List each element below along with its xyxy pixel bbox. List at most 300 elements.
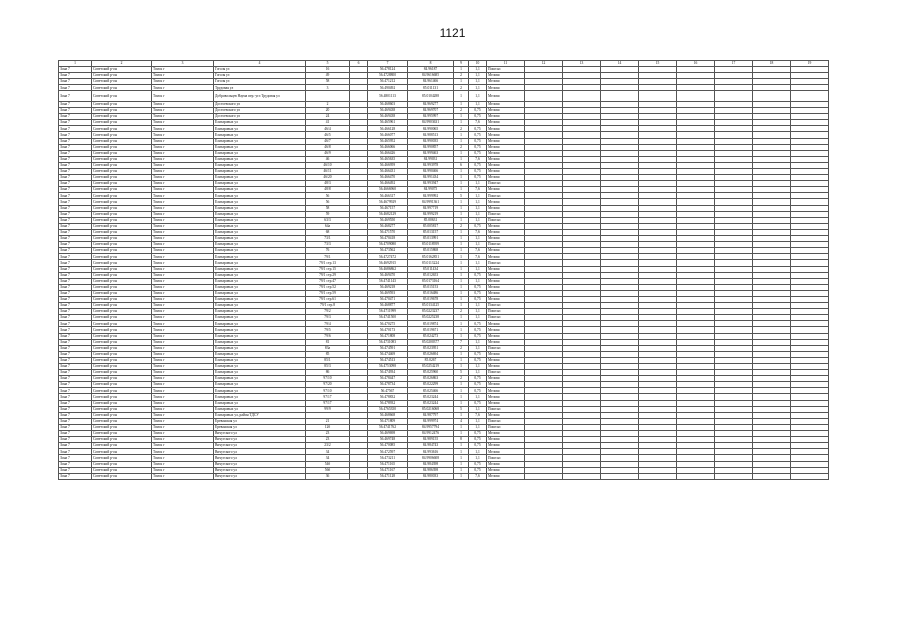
table-cell: Томск г [152, 126, 214, 132]
table-cell: Зона 7 [59, 91, 92, 102]
table-cell: 56 [306, 199, 350, 205]
table-cell: Елизаровых ул [214, 162, 306, 168]
table-cell: Зона 7 [59, 351, 92, 357]
table-cell: Зона 7 [59, 132, 92, 138]
table-cell [715, 91, 753, 102]
table-cell: Елизаровых ул [214, 126, 306, 132]
table-cell: Советский р-он [92, 412, 152, 418]
table-cell: Мелмш [487, 248, 525, 254]
table-cell: Томск г [152, 162, 214, 168]
table-cell: 56.469438 [368, 114, 408, 120]
table-cell: 84.987797 [408, 412, 454, 418]
table-cell: 56.468603 [368, 101, 408, 107]
table-cell: 1 [454, 327, 469, 333]
table-cell: 56.471808 [368, 333, 408, 339]
table-cell: 36 [306, 473, 350, 479]
table-cell: Зона 7 [59, 333, 92, 339]
table-cell: 85.026694 [408, 351, 454, 357]
table-cell: 1,1 [469, 418, 487, 424]
table-cell: 85/1 [306, 357, 350, 363]
table-cell: Советский р-он [92, 303, 152, 309]
table-cell: Зона 7 [59, 223, 92, 229]
table-cell: Томск г [152, 199, 214, 205]
table-cell: Советский р-он [92, 309, 152, 315]
table-cell: 99/9 [306, 406, 350, 412]
table-cell: 79/1 стр.61 [306, 296, 350, 302]
table-cell: Зона 7 [59, 181, 92, 187]
table-cell: 85.019671 [408, 327, 454, 333]
table-cell: 1 [454, 217, 469, 223]
table-cell [563, 473, 601, 479]
table-cell: 1,1 [469, 85, 487, 91]
table-cell: 46/11 [306, 169, 350, 175]
table-cell: 1,1 [469, 193, 487, 199]
table-cell: 56.478124 [368, 67, 408, 73]
table-cell: Зона 7 [59, 357, 92, 363]
table-cell: 56.469593 [368, 290, 408, 296]
table-cell: 84.9912476 [408, 431, 454, 437]
table-cell: Томск г [152, 351, 214, 357]
table-cell: 46/20 [306, 175, 350, 181]
table-cell: 73/3 [306, 242, 350, 248]
table-cell: Елизаровых ул [214, 351, 306, 357]
table-cell: 1 [454, 101, 469, 107]
table-cell: Томск г [152, 272, 214, 278]
table-cell: 56.472597 [368, 449, 408, 455]
table-cell: 56.465635 [368, 156, 408, 162]
table-cell: 56.470085 [368, 443, 408, 449]
table-cell: 84.969277 [408, 101, 454, 107]
table-cell: 86 [306, 370, 350, 376]
column-number: 19 [791, 61, 829, 67]
table-cell: 56.468277 [368, 223, 408, 229]
table-cell: Елизаровых ул [214, 169, 306, 175]
table-cell: 85.0216068 [408, 406, 454, 412]
table-cell: Томск г [152, 101, 214, 107]
table-cell: Елизаровых ул, район ТДСУ [214, 412, 306, 418]
table-cell: Зона 7 [59, 138, 92, 144]
table-cell: Томск г [152, 181, 214, 187]
table-cell: Елизаровых ул [214, 321, 306, 327]
table-cell: 85.011434 [408, 266, 454, 272]
column-number: 6 [350, 61, 368, 67]
table-cell: 56.478734 [368, 382, 408, 388]
column-number: 14 [601, 61, 639, 67]
table-cell: Зона 7 [59, 217, 92, 223]
table-cell: 1 [454, 394, 469, 400]
table-cell [525, 473, 563, 479]
table-cell: 2 [306, 101, 350, 107]
table-cell: Вичугского ул [214, 443, 306, 449]
table-cell: Мелмш [487, 388, 525, 394]
table-cell: 1 [454, 229, 469, 235]
table-cell: Мелмш [487, 156, 525, 162]
table-cell: Зона 7 [59, 473, 92, 479]
table-cell: 1 [454, 199, 469, 205]
table-cell: Советский р-он [92, 236, 152, 242]
table-cell [677, 91, 715, 102]
table-cell: Советский р-он [92, 284, 152, 290]
table-cell: 97/10 [306, 388, 350, 394]
table-cell: Мелмш [487, 85, 525, 91]
table-cell: 84.995997 [408, 114, 454, 120]
table-cell: Томск г [152, 418, 214, 424]
column-number: 9 [454, 61, 469, 67]
table-cell: 1 [454, 187, 469, 193]
table-cell: Томск г [152, 211, 214, 217]
column-number: 3 [152, 61, 214, 67]
table-cell: 85.023244 [408, 400, 454, 406]
table-cell: 1 [454, 254, 469, 260]
column-number: 10 [469, 61, 487, 67]
table-cell: Мелмш [487, 187, 525, 193]
table-cell: 56.4679929 [368, 199, 408, 205]
table-cell: 5 [454, 193, 469, 199]
table-cell: Мелмш [487, 101, 525, 107]
table-cell: Елизаровых ул [214, 400, 306, 406]
table-cell [563, 91, 601, 102]
table-cell: 56.466470 [368, 175, 408, 181]
table-cell: Достоевского ул [214, 108, 306, 114]
table-cell: 2 [454, 376, 469, 382]
table-cell: Елизаровых ул [214, 406, 306, 412]
table-cell: Зона 7 [59, 162, 92, 168]
table-cell: Советский р-он [92, 79, 152, 85]
table-cell: Мелмш [487, 91, 525, 102]
table-cell: Елизаровых ул [214, 266, 306, 272]
table-cell: Томск г [152, 120, 214, 126]
table-cell: 0,75 [469, 175, 487, 181]
table-cell: 1 [454, 138, 469, 144]
table-cell: Елизаровых ул [214, 236, 306, 242]
table-cell: 23 [306, 431, 350, 437]
table-cell: Пошт.нс [487, 424, 525, 430]
table-cell: Пошт.нс [487, 211, 525, 217]
table-cell: 84.997719 [408, 205, 454, 211]
table-cell [639, 91, 677, 102]
table-cell: 85.019874 [408, 321, 454, 327]
table-cell: Советский р-он [92, 205, 152, 211]
table-cell: Томск г [152, 437, 214, 443]
table-cell: Томск г [152, 278, 214, 284]
table-cell: Советский р-он [92, 327, 152, 333]
table-cell: 0,75 [469, 296, 487, 302]
table-cell: Пошт.нс [487, 193, 525, 199]
table-cell: Зона 7 [59, 156, 92, 162]
column-number: 18 [753, 61, 791, 67]
table-cell: Зона 7 [59, 199, 92, 205]
table-cell: Томск г [152, 108, 214, 114]
table-cell: Мелмш [487, 339, 525, 345]
table-cell: 56.469550 [368, 217, 408, 223]
table-cell: 1,1 [469, 236, 487, 242]
table-cell: Советский р-он [92, 296, 152, 302]
table-cell: 56.467157 [368, 205, 408, 211]
table-cell: Мелмш [487, 266, 525, 272]
table-cell: Елизаровых ул [214, 181, 306, 187]
table-cell: 56.468877 [368, 303, 408, 309]
table-cell: Томск г [152, 266, 214, 272]
table-cell: Елизаровых ул [214, 290, 306, 296]
table-cell: Пошт.нс [487, 406, 525, 412]
table-cell: 46/10 [306, 162, 350, 168]
table-cell: Советский р-он [92, 193, 152, 199]
table-cell [791, 91, 829, 102]
table-cell: 85.016486 [408, 290, 454, 296]
table-cell: Елизаровых ул [214, 296, 306, 302]
table-cell: 84.990857 [408, 144, 454, 150]
table-cell: Пошт.нс [487, 315, 525, 321]
table-cell: Советский р-он [92, 406, 152, 412]
page-number: 1121 [439, 26, 466, 40]
table-cell: 56б [306, 467, 350, 473]
table-cell: Советский р-он [92, 266, 152, 272]
table-cell: Советский р-он [92, 431, 152, 437]
table-cell [306, 91, 350, 102]
table-cell: Елизаровых ул [214, 150, 306, 156]
table-cell: 56.466066 [368, 144, 408, 150]
column-number: 11 [487, 61, 525, 67]
table-cell: Зона 7 [59, 114, 92, 120]
table-cell: 85.011131 [408, 85, 454, 91]
table-cell: 7,6 [469, 187, 487, 193]
table-cell: Елизаровых ул [214, 211, 306, 217]
table-cell: 1 [454, 290, 469, 296]
table-cell: Зона 7 [59, 412, 92, 418]
table-cell: 0,75 [469, 132, 487, 138]
table-cell: Пошт.нс [487, 345, 525, 351]
table-cell: Мелмш [487, 382, 525, 388]
table-cell: Зона 7 [59, 345, 92, 351]
table-body [59, 67, 829, 480]
table-cell: Советский р-он [92, 156, 152, 162]
table-cell: Томск г [152, 254, 214, 260]
table-cell: 0,75 [469, 108, 487, 114]
table-cell: 56.4711999 [368, 309, 408, 315]
table-cell: Советский р-он [92, 217, 152, 223]
table-cell: 56.468668 [368, 412, 408, 418]
table-cell: 1 [454, 169, 469, 175]
table-cell: Зона 7 [59, 309, 92, 315]
table-cell: 56.4753098 [368, 364, 408, 370]
table-cell: Мелмш [487, 296, 525, 302]
table-cell: 84.9906608 [408, 455, 454, 461]
table-cell: Зона 7 [59, 424, 92, 430]
table-cell: 7 [454, 339, 469, 345]
table-cell: Зона 7 [59, 242, 92, 248]
table-cell: 0,75 [469, 272, 487, 278]
table-cell: 85.023951 [408, 345, 454, 351]
table-cell: 84.993978 [408, 162, 454, 168]
table-cell: Томск г [152, 242, 214, 248]
table-cell: Елизаровых ул [214, 376, 306, 382]
table-cell: Томск г [152, 205, 214, 211]
table-cell: Советский р-он [92, 120, 152, 126]
table-cell: Томск г [152, 473, 214, 479]
table-cell: 7,6 [469, 412, 487, 418]
table-cell: Пошт.нс [487, 370, 525, 376]
table-cell: Томск г [152, 382, 214, 388]
table-cell: Зона 7 [59, 229, 92, 235]
table-cell: 1 [454, 443, 469, 449]
table-cell: 0,75 [469, 333, 487, 339]
table-cell: 56.471167 [368, 467, 408, 473]
table-cell: Ереванская ул [214, 418, 306, 424]
table-cell: Пошт.нс [487, 455, 525, 461]
table-cell: Томск г [152, 412, 214, 418]
table-cell: Томск г [152, 223, 214, 229]
table-cell: 56 [306, 193, 350, 199]
table-cell: Мелмш [487, 394, 525, 400]
table-cell: Томск г [152, 424, 214, 430]
table-cell: 56.478832 [368, 394, 408, 400]
table-cell: 97/20 [306, 382, 350, 388]
table-cell: Советский р-он [92, 400, 152, 406]
table-cell: Томск г [152, 175, 214, 181]
table-cell: Мелмш [487, 327, 525, 333]
table-cell: 56.473211 [368, 455, 408, 461]
table-cell: Советский р-он [92, 418, 152, 424]
table-cell: 84.999992 [408, 193, 454, 199]
table-cell: Зона 7 [59, 418, 92, 424]
table-cell: Томск г [152, 248, 214, 254]
table-cell: Томск г [152, 321, 214, 327]
table-cell: 64а [306, 223, 350, 229]
table-cell: 56.466959 [368, 162, 408, 168]
table-cell: 0,75 [469, 467, 487, 473]
table-cell: Советский р-он [92, 229, 152, 235]
table-cell: 56.474469 [368, 351, 408, 357]
table-cell: 79/1 стр.13 [306, 260, 350, 266]
table-cell: Елизаровых ул [214, 144, 306, 150]
table-cell: Советский р-он [92, 138, 152, 144]
table-cell: 2 [454, 144, 469, 150]
table-cell: 1 [454, 388, 469, 394]
table-cell: 56.478932 [368, 400, 408, 406]
table-cell: 84.9957794 [408, 424, 454, 430]
table-cell: Томск г [152, 73, 214, 79]
table-cell: Елизаровых ул [214, 272, 306, 278]
table-cell: 85.019678 [408, 296, 454, 302]
table-cell: 1 [454, 473, 469, 479]
table-cell: Елизаровых ул [214, 370, 306, 376]
table-row [59, 473, 829, 479]
table-cell: Томск г [152, 85, 214, 91]
table-cell: 1,1 [469, 455, 487, 461]
table-cell: Томск г [152, 132, 214, 138]
table-cell: Мелмш [487, 412, 525, 418]
table-cell: Зона 7 [59, 187, 92, 193]
table-cell: 56.469470 [368, 272, 408, 278]
table-cell: 1 [454, 67, 469, 73]
table-cell: 1,1 [469, 211, 487, 217]
table-cell: Зона 7 [59, 388, 92, 394]
table-cell [639, 473, 677, 479]
table-cell: Зона 7 [59, 120, 92, 126]
table-cell [715, 473, 753, 479]
table-cell: Томск г [152, 315, 214, 321]
table-cell: 81 [306, 339, 350, 345]
table-cell: 56.469438 [368, 108, 408, 114]
table-cell: 84.980033 [408, 473, 454, 479]
table-cell: 85.005817 [408, 223, 454, 229]
table-cell: 1,1 [469, 181, 487, 187]
table-cell: Томск г [152, 187, 214, 193]
table-cell: Вичугского ул [214, 431, 306, 437]
table-cell: 79/1 стр.8 [306, 303, 350, 309]
table-cell: Зона 7 [59, 370, 92, 376]
table-cell: 1,1 [469, 424, 487, 430]
table-cell [677, 473, 715, 479]
table-cell: Зона 7 [59, 455, 92, 461]
table-cell: 6 [454, 162, 469, 168]
table-cell: 8 [454, 437, 469, 443]
table-cell: Томск г [152, 284, 214, 290]
table-cell: Томск г [152, 169, 214, 175]
table-cell [753, 91, 791, 102]
table-cell: 85.022299 [408, 382, 454, 388]
table-cell: 56.470173 [368, 327, 408, 333]
table-cell: 0,75 [469, 223, 487, 229]
table-cell: Мелмш [487, 443, 525, 449]
table-cell: Томск г [152, 345, 214, 351]
table-cell: 56.466128 [368, 126, 408, 132]
table-cell: Елизаровых ул [214, 303, 306, 309]
table-cell: 84.969707 [408, 108, 454, 114]
table-cell: Мелмш [487, 108, 525, 114]
table-cell: 1 [454, 382, 469, 388]
table-cell: 7,6 [469, 473, 487, 479]
table-cell: Советский р-он [92, 455, 152, 461]
table-cell: 85.0254219 [408, 364, 454, 370]
table-cell: 2 [454, 73, 469, 79]
table-cell: Елизаровых ул [214, 394, 306, 400]
table-cell: Советский р-он [92, 473, 152, 479]
table-cell: 56.490492 [368, 85, 408, 91]
table-cell: Пошт.нс [487, 260, 525, 266]
table-cell: Елизаровых ул [214, 345, 306, 351]
table-cell: Зона 7 [59, 193, 92, 199]
table-cell: Зона 7 [59, 449, 92, 455]
table-cell: Советский р-он [92, 272, 152, 278]
table-cell: Советский р-он [92, 181, 152, 187]
table-cell: 58 [306, 79, 350, 85]
table-cell: 84.990035 [408, 138, 454, 144]
table-cell: Советский р-он [92, 424, 152, 430]
table-cell: Гоголя ул [214, 79, 306, 85]
table-cell: 85.025960 [408, 370, 454, 376]
table-cell [350, 473, 368, 479]
table-cell: 1,1 [469, 315, 487, 321]
table-cell: 41 [306, 120, 350, 126]
table-cell: 1,1 [469, 79, 487, 85]
table-cell: 56.470471 [368, 296, 408, 302]
table-cell: Трудовая ул [214, 85, 306, 91]
table-cell: 85.012653 [408, 272, 454, 278]
table-cell: 46/7 [306, 138, 350, 144]
table-cell: Зона 7 [59, 150, 92, 156]
table-cell: 1,1 [469, 217, 487, 223]
table-cell: 56.4741500 [368, 315, 408, 321]
table-cell: 0,75 [469, 400, 487, 406]
table-cell: Вичугского ул [214, 455, 306, 461]
table-cell: Советский р-он [92, 376, 152, 382]
table-cell: Зона 7 [59, 73, 92, 79]
table-cell: 56.478447 [368, 376, 408, 382]
table-cell: Елизаровых ул [214, 260, 306, 266]
table-cell: 85.024273 [408, 333, 454, 339]
table-cell: Елизаровых ул [214, 315, 306, 321]
